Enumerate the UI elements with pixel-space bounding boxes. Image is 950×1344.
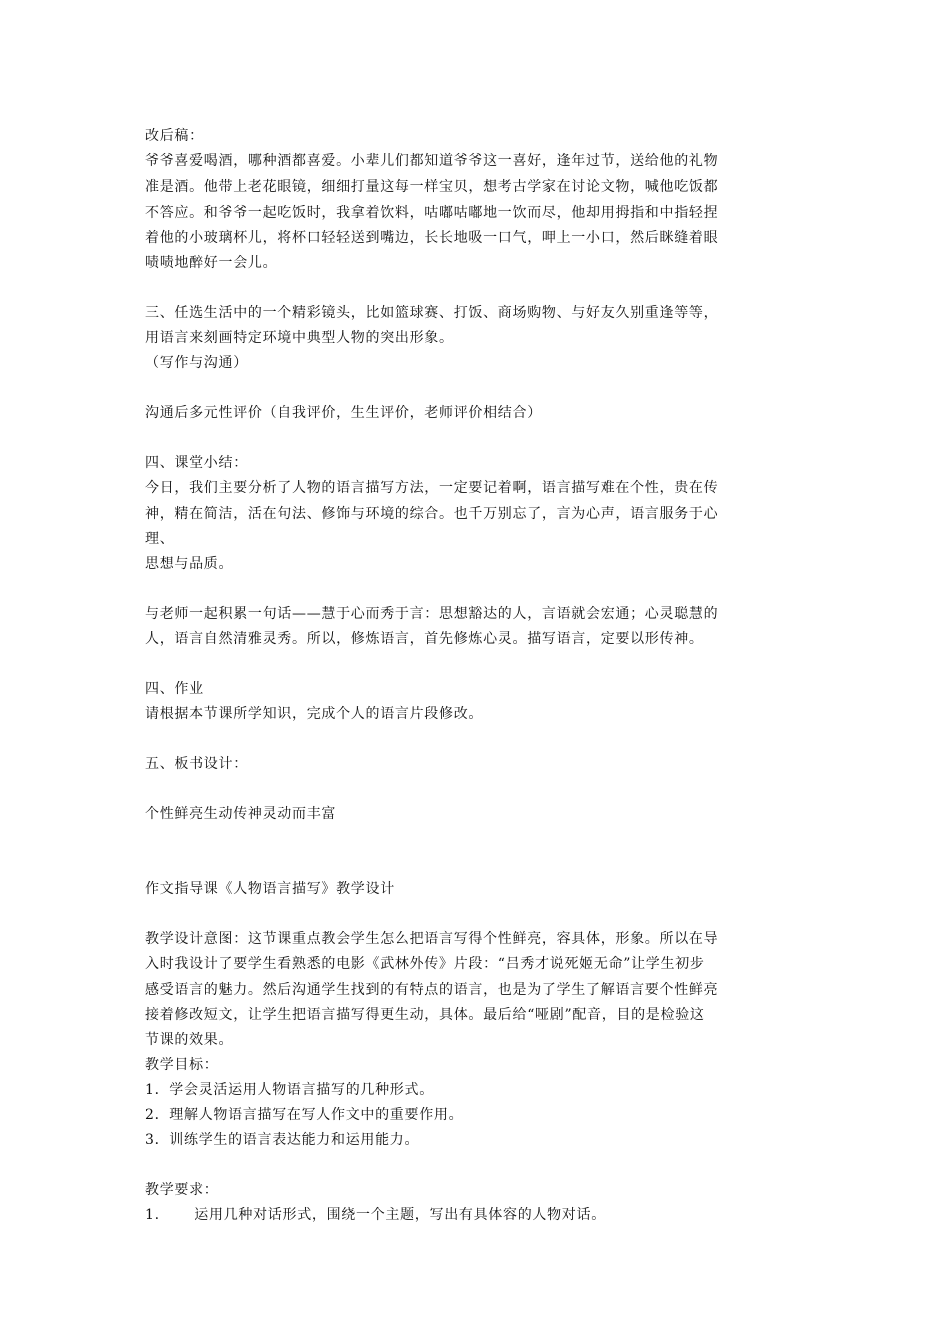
paragraph-line: 接着修改短文，让学生把语言描写得更生动，具体。最后给“哑剧”配音，目的是检验这	[145, 1007, 705, 1023]
paragraph-line: 人，语言自然清雅灵秀。所以，修炼语言，首先修炼心灵。描写语言，定要以形传神。	[145, 631, 704, 647]
paragraph-line: 着他的小玻璃杯儿，将杯口轻轻送到嘴边，长长地吸一口气，呷上一小口，然后眯缝着眼	[145, 230, 719, 246]
lesson-title: 作文指导课《人物语言描写》教学设计	[145, 881, 395, 897]
paragraph-line: 爷爷喜爱喝酒，哪种酒都喜爱。小辈儿们都知道爷爷这一喜好，逢年过节，送给他的礼物	[145, 153, 719, 169]
paragraph-line: （写作与沟通）	[145, 355, 248, 371]
homework-heading: 四、作业	[145, 681, 204, 697]
paragraph-line: 请根据本节课所学知识，完成个人的语言片段修改。	[145, 706, 484, 722]
list-item: 1. 运用几种对话形式，围绕一个主题，写出有具体容的人物对话。	[145, 1207, 606, 1223]
evaluation-line: 沟通后多元性评价（自我评价，生生评价，老师评价相结合）	[145, 405, 542, 421]
paragraph-line: 入时我设计了要学生看熟悉的电影《武林外传》片段：“吕秀才说死姬无命”让学生初步	[145, 956, 705, 972]
objectives-heading: 教学目标：	[145, 1057, 219, 1073]
paragraph-line: 神，精在简洁，活在句法、修饰与环境的综合。也千万别忘了，言为心声，语言服务于心	[145, 506, 719, 522]
paragraph-line: 啧啧地醉好一会儿。	[145, 255, 278, 271]
paragraph-line: 今日，我们主要分析了人物的语言描写方法，一定要记着啊，语言描写难在个性，贵在传	[145, 480, 719, 496]
paragraph-line: 理、	[145, 531, 175, 547]
paragraph-line: 准是酒。他带上老花眼镜，细细打量这每一样宝贝，想考古学家在讨论文物，喊他吃饭都	[145, 179, 719, 195]
paragraph-line: 用语言来刻画特定环境中典型人物的突出形象。	[145, 330, 454, 346]
paragraph-line: 感受语言的魅力。然后沟通学生找到的有特点的语言，也是为了学生了解语言要个性鲜亮	[145, 982, 719, 998]
list-item: 2．理解人物语言描写在写人作文中的重要作用。	[145, 1107, 464, 1123]
list-item: 1．学会灵活运用人物语言描写的几种形式。	[145, 1082, 434, 1098]
section-three-heading: 三、任选生活中的一个精彩镜头，比如篮球赛、打饭、商场购物、与好友久别重逢等等，	[145, 305, 719, 321]
paragraph-line: 思想与品质。	[145, 556, 234, 572]
revised-draft-heading: 改后稿：	[145, 128, 204, 144]
board-design-line: 个性鲜亮生动传神灵动而丰富	[145, 806, 337, 822]
board-design-heading: 五、板书设计：	[145, 756, 248, 772]
section-four-heading: 四、课堂小结：	[145, 455, 248, 471]
paragraph-line: 教学设计意图：这节课重点教会学生怎么把语言写得个性鲜亮，容具体，形象。所以在导	[145, 931, 719, 947]
list-item: 3．训练学生的语言表达能力和运用能力。	[145, 1132, 420, 1148]
paragraph-line: 节课的效果。	[145, 1032, 234, 1048]
paragraph-line: 与老师一起积累一句话——慧于心而秀于言：思想豁达的人，言语就会宏通；心灵聪慧的	[145, 606, 719, 622]
paragraph-line: 不答应。和爷爷一起吃饭时，我拿着饮料，咕嘟咕嘟地一饮而尽，他却用拇指和中指轻捏	[145, 205, 719, 221]
requirements-heading: 教学要求：	[145, 1182, 219, 1198]
